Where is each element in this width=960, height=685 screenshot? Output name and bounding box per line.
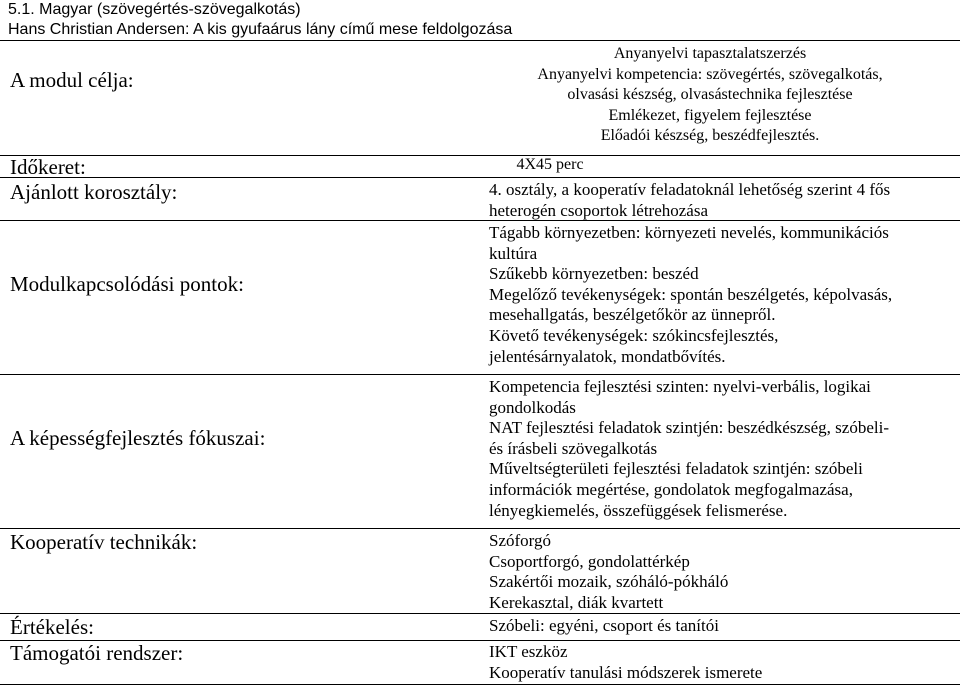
row-divider xyxy=(0,177,960,178)
row-label-ertekeles: Értékelés: xyxy=(10,615,94,639)
value-line: olvasási készség, olvasástechnika fejlesztése xyxy=(567,86,853,103)
value-line: jelentésárnyalatok, mondatbővítés. xyxy=(489,346,726,366)
value-line: Tágabb környezetben: környezeti nevelés, kommunikációs xyxy=(489,223,889,242)
row-value-korosztaly xyxy=(489,180,951,221)
value-line: heterogén csoportok létrehozása xyxy=(489,200,709,220)
row-divider xyxy=(0,40,960,41)
value-line: NAT fejlesztési feladatok szintjén: beszédkészség, szóbeli- xyxy=(489,418,889,438)
row-value-technikak xyxy=(489,531,951,613)
row-value-idokeret xyxy=(300,155,800,176)
value-line: és írásbeli szövegalkotás xyxy=(489,438,658,458)
row-divider xyxy=(0,528,960,529)
value-line: Kerekasztal, diák kvartett xyxy=(489,592,664,612)
value-line: gondolkodás xyxy=(489,397,576,417)
value-line: Szóbeli: egyéni, csoport és tanítói xyxy=(489,616,719,635)
value-line: mesehallgatás, beszélgetőkör az ünnepről. xyxy=(489,305,776,325)
value-line: kultúra xyxy=(489,243,538,263)
row-value-modul-celja xyxy=(460,44,960,147)
value-line: Szakértői mozaik, szóháló-pókháló xyxy=(489,572,729,592)
row-label-fokusz: A képességfejlesztés fókuszai: xyxy=(10,426,266,450)
value-line: IKT eszköz xyxy=(489,642,568,661)
value-line: Megelőző tevékenységek: spontán beszélgetés, képolvasás, xyxy=(489,284,893,304)
value-line: 4. osztály, a kooperatív feladatoknál lehetőség szerint 4 fős xyxy=(489,180,891,199)
document-title: 5.1. Magyar (szövegértés-szövegalkotás) xyxy=(8,1,301,18)
row-value-fokusz xyxy=(489,377,951,521)
value-line: Követő tevékenységek: szókincsfejlesztés, xyxy=(489,325,779,345)
row-label-technikak: Kooperatív technikák: xyxy=(10,530,198,554)
row-value-ertekeles xyxy=(489,616,951,637)
row-label-korosztaly: Ajánlott korosztály: xyxy=(10,180,178,204)
value-line: Kooperatív tanulási módszerek ismerete xyxy=(489,662,763,682)
value-line: Előadói készség, beszédfejlesztés. xyxy=(600,127,820,144)
value-line: Anyanyelvi tapasztalatszerzés xyxy=(613,45,807,62)
row-value-kapcsolodas xyxy=(489,223,951,367)
document-subtitle: Hans Christian Andersen: A kis gyufaárus lány című mese feldolgozása xyxy=(8,21,513,38)
value-line: Műveltségterületi fejlesztési feladatok szintjén: szóbeli xyxy=(489,459,863,479)
row-label-idokeret: Időkeret: xyxy=(10,155,86,179)
value-line: lényegkiemelés, összefüggések felismerése. xyxy=(489,500,788,520)
value-line: 4X45 perc xyxy=(516,156,584,173)
value-line: információk megértése, gondolatok megfogalmazása, xyxy=(489,479,853,499)
row-label-tamogato: Támogatói rendszer: xyxy=(10,641,184,665)
row-value-tamogato xyxy=(489,642,951,683)
value-line: Csoportforgó, gondolattérkép xyxy=(489,551,690,571)
value-line: Anyanyelvi kompetencia: szövegértés, szövegalkotás, xyxy=(537,65,883,83)
row-label-modul-celja: A modul célja: xyxy=(10,68,134,92)
row-divider xyxy=(0,374,960,375)
value-line: Emlékezet, figyelem fejlesztése xyxy=(608,106,812,124)
row-label-kapcsolodas: Modulkapcsolódási pontok: xyxy=(10,272,244,296)
value-line: Szóforgó xyxy=(489,531,552,550)
value-line: Szűkebb környezetben: beszéd xyxy=(489,264,699,284)
value-line: Kompetencia fejlesztési szinten: nyelvi-verbális, logikai xyxy=(489,377,871,396)
